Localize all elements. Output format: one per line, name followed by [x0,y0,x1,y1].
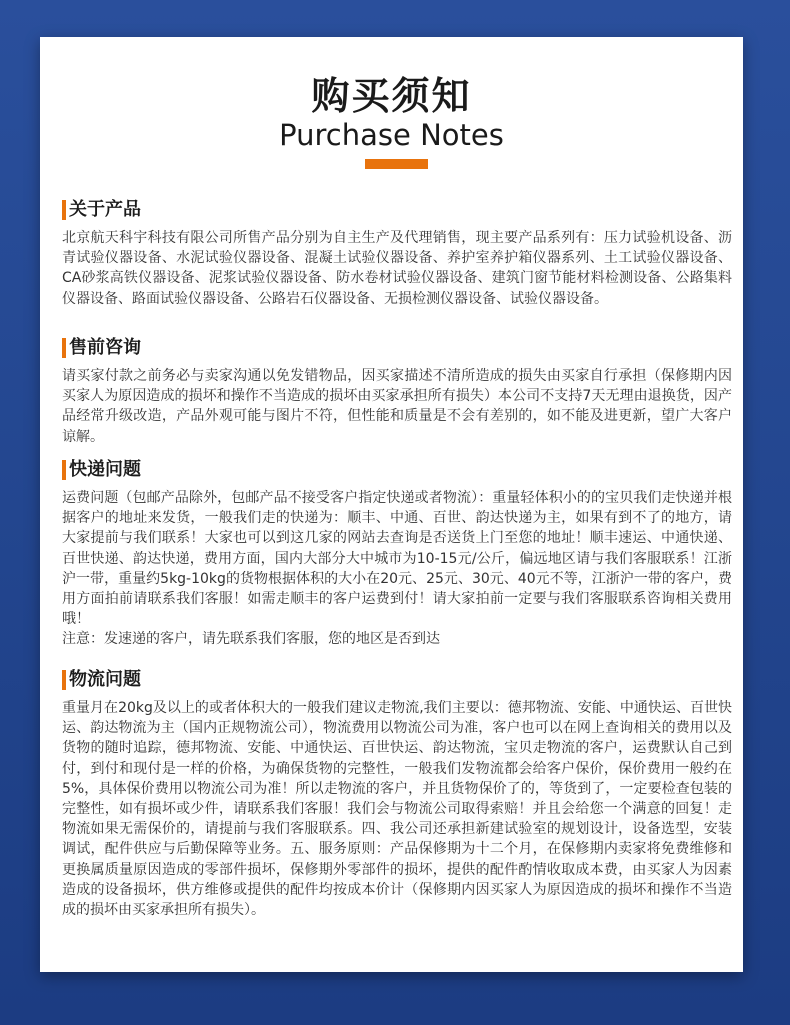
section-paragraph: 请买家付款之前务必与卖家沟通以免发错物品，因买家描述不清所造成的损失由买家自行承担（保修期内因买家人为原因造成的损坏和操作不当造成的损坏由买家承担所有损失）本公司不支持7天无理由退换货，因产品经常升级改造，产品外观可能与图片不符，但性能和质量是不会有差别的，如不能及进更新，望广大客户谅解。 [62,368,732,445]
section-marker [62,460,66,480]
section-note: 注意：发速递的客户，请先联系我们客服，您的地区是否到达 [62,631,440,648]
section-paragraph: 北京航天科宇科技有限公司所售产品分别为自主生产及代理销售，现主要产品系列有：压力试验机设备、沥青试验仪器设备、水泥试验仪器设备、混凝土试验仪器设备、养护室养护箱仪器系列、土工试验仪器设备、CA砂浆高铁仪器设备、泥浆试验仪器设备、防水卷材试验仪器设备、建筑门窗节能材料检测设备、公路集料仪器设备、路面试验仪器设备、公路岩石仪器设备、无损检测仪器设备、试验仪器设备。 [62,230,732,307]
section-title: 售前咨询 [69,337,141,358]
section-body [62,698,732,920]
section-marker [62,338,66,358]
title-underline [365,159,428,169]
section-heading [62,667,732,693]
section-paragraph: 运费问题（包邮产品除外，包邮产品不接受客户指定快递或者物流）：重量轻体积小的的宝贝我们走快递并根据客户的地址来发货，一般我们走的快递为：顺丰、中通、百世、韵达快递为主，如果有到不了的地方，请大家提前与我们联系！大家也可以到这几家的网站去查询是否送货上门至您的地址！顺丰速运、中通快递、百世快递、韵达快递，费用方面，国内大部分大中城市为10-15元/公斤，偏远地区请与我们客服联系！江浙沪一带，重量约5kg-10kg的货物根据体积的大小在20元、25元、30元、40元不等，江浙沪一带的客户，费用方面拍前请联系我们客服！如需走顺丰的客户运费到付！请大家拍前一定要与我们客服联系咨询相关费用哦！ [62,490,732,628]
section-heading [62,197,732,223]
section-body [62,228,732,309]
section-marker [62,670,66,690]
section-express-delivery [62,457,732,650]
section-body [62,488,732,650]
page-title: 购买须知 [311,74,472,118]
section-presale-consulting [62,335,732,447]
section-marker [62,200,66,220]
section-about-products [62,197,732,309]
section-heading [62,457,732,483]
section-title: 快递问题 [69,459,141,480]
section-heading [62,335,732,361]
section-body [62,366,732,447]
page-subtitle: Purchase Notes [279,118,504,152]
section-paragraph: 重量月在20kg及以上的或者体积大的一般我们建议走物流,我们主要以：德邦物流、安能、中通快运、百世快运、韵达物流为主（国内正规物流公司），物流费用以物流公司为准，客户也可以在网上查询相关的费用以及货物的随时追踪，德邦物流、安能、中通快运、百世快运、韵达物流，宝贝走物流的客户，运费默认自己到付，到付和现付是一样的价格，为确保货物的完整性，一般我们发物流都会给客户保价，保价费用一般约在5%，具体保价费用以物流公司为准！所以走物流的客户，并且货物保价了的，等货到了，一定要检查包装的完整性，如有损坏或少件，请联系我们客服！我们会与物流公司取得索赔！并且会给您一个满意的回复！走物流如果无需保价的，请提前与我们客服联系。四、我公司还承担新建试验室的规划设计，设备选型，安装调试，配件供应与后勤保障等业务。五、服务原则：产品保修期为十二个月，在保修期内卖家将免费维修和更换属质量原因造成的零部件损坏，保修期外零部件的损坏，提供的配件酌情收取成本费，由买家人为因素造成的设备损坏，供方维修或提供的配件均按成本价计（保修期内因买家人为原因造成的损坏和操作不当造成的损坏由买家承担所有损失）。 [62,700,732,919]
section-title: 关于产品 [69,199,141,220]
section-title: 物流问题 [69,669,141,690]
purchase-notes-card [40,37,743,972]
section-logistics [62,667,732,920]
